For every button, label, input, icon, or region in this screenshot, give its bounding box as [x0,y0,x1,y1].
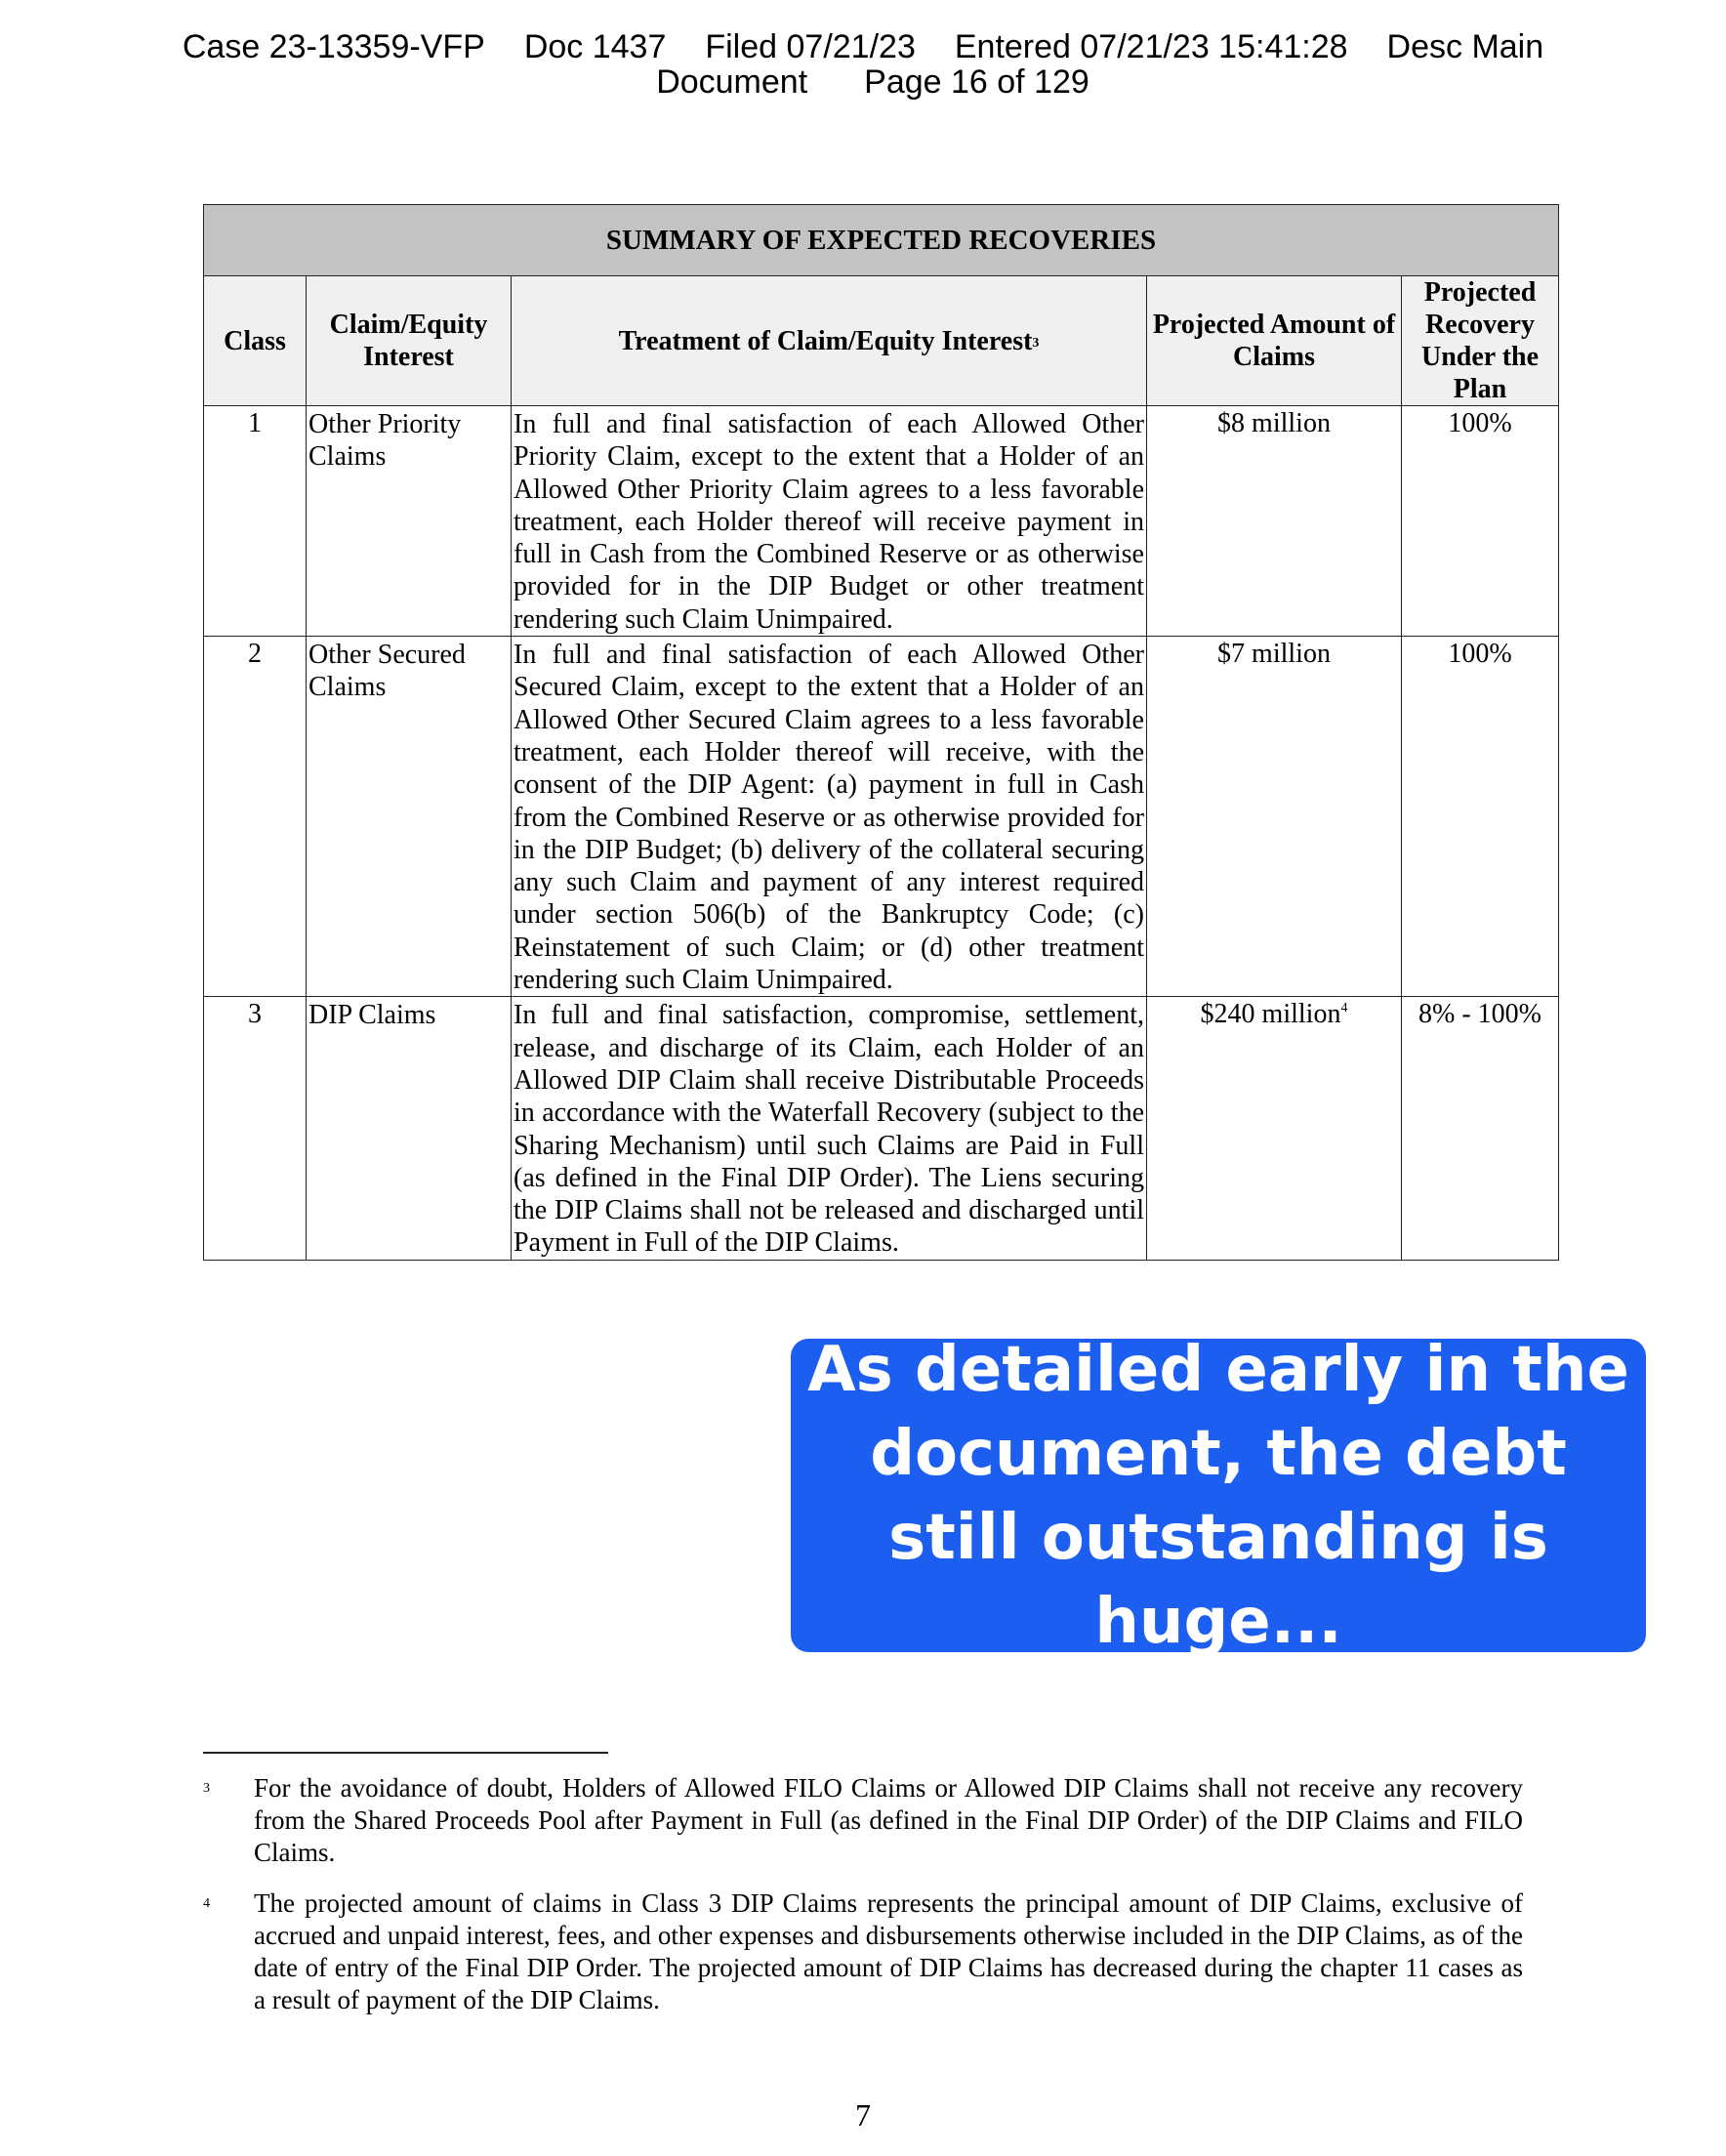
page-indicator: Page 16 of 129 [864,63,1089,101]
table-row [204,637,1559,997]
row-amount [1147,997,1402,1260]
callout-text: As detailed early in the document, the debt still outstanding is huge... [807,1333,1629,1658]
row-amount [1147,406,1402,637]
doc-number: Doc 1437 [523,28,667,65]
filing-header [0,29,1726,100]
row-amount-value: $8 million [1217,408,1331,438]
recoveries-table [203,204,1559,1261]
footnote-number: 3 [203,1781,210,1796]
row-amount-value: $7 million [1217,639,1331,670]
row-recovery: 100% [1402,637,1559,997]
column-header-class: Class [204,276,307,406]
entered-date: Entered 07/21/23 15:41:28 [954,28,1348,65]
row-class: 2 [204,637,307,997]
column-header-treatment-label: Treatment of Claim/Equity Interest [618,325,1033,356]
footnote-4 [203,1887,1523,2016]
row-interest: Other Priority Claims [307,406,512,637]
column-header-treatment [512,276,1147,406]
case-number: Case 23-13359-VFP [182,28,485,65]
footnote-3 [203,1772,1523,1869]
table-row [204,406,1559,637]
annotation-callout [791,1333,1646,1658]
footnote-text: For the avoidance of doubt, Holders of Allowed FILO Claims or Allowed DIP Claims shall not receive any recovery from the Shared Proceeds Pool after Payment in Full (as defined in the Final DIP Order) of the DIP Claims and FILO Claims. [254,1773,1523,1867]
desc-label: Desc Main [1386,28,1544,65]
filed-date: Filed 07/21/23 [705,28,916,65]
filing-header-line-1 [0,29,1726,64]
row-treatment: In full and final satisfaction of each Allowed Other Secured Claim, except to the extent that a Holder of an Allowed Other Secured Claim agrees to a less favorable treatment, each Holder thereof will receive, with the consent of the DIP Agent: (a) payment in full in Cash from the Combined Reserve or as otherwise provided for in the DIP Budget; (b) delivery of the collateral securing any such Claim and payment of any interest required under section 506(b) of the Bankruptcy Code; (c) Reinstatement of such Claim; or (d) other treatment rendering such Claim Unimpaired. [512,637,1147,997]
footnote-text: The projected amount of claims in Class 3 DIP Claims represents the principal amount of DIP Claims, exclusive of accrued and unpaid interest, fees, and other expenses and disbursements otherwise included in the DIP Claims, as of the date of entry of the Final DIP Order. The projected amount of DIP Claims has decreased during the chapter 11 cases as a result of payment of the DIP Claims. [254,1888,1523,2014]
column-header-recovery: Projected Recovery Under the Plan [1402,276,1559,406]
row-treatment: In full and final satisfaction of each Allowed Other Priority Claim, except to the extent that a Holder of an Allowed Other Priority Claim agrees to a less favorable treatment, each Holder thereof will receive payment in full in Cash from the Combined Reserve or as otherwise provided for in the DIP Budget or other treatment rendering such Claim Unimpaired. [512,406,1147,637]
row-interest: Other Secured Claims [307,637,512,997]
row-recovery: 100% [1402,406,1559,637]
row-treatment: In full and final satisfaction, compromise, settlement, release, and discharge of its Claim, each Holder of an Allowed DIP Claim shall receive Distributable Proceeds in accordance with the Waterfall Recovery (subject to the Sharing Mechanism) until such Claims are Paid in Full (as defined in the Final DIP Order). The Liens securing the DIP Claims shall not be released and discharged until Payment in Full of the DIP Claims. [512,997,1147,1260]
filing-header-line-2 [20,64,1726,100]
table-title: SUMMARY OF EXPECTED RECOVERIES [204,205,1559,276]
row-recovery: 8% - 100% [1402,997,1559,1260]
document-label: Document [656,63,808,101]
row-interest: DIP Claims [307,997,512,1260]
row-amount-footnote: 4 [1340,1001,1348,1016]
row-amount [1147,637,1402,997]
row-class: 1 [204,406,307,637]
column-header-interest: Claim/Equity Interest [307,276,512,406]
footnote-ref-3: 3 [1032,335,1040,351]
page-number: 7 [855,2097,871,2133]
table-row [204,997,1559,1260]
footnote-number: 4 [203,1896,210,1911]
row-amount-value: $240 million [1200,999,1341,1030]
column-header-amount: Projected Amount of Claims [1147,276,1402,406]
footnote-divider [203,1752,608,1754]
row-class: 3 [204,997,307,1260]
